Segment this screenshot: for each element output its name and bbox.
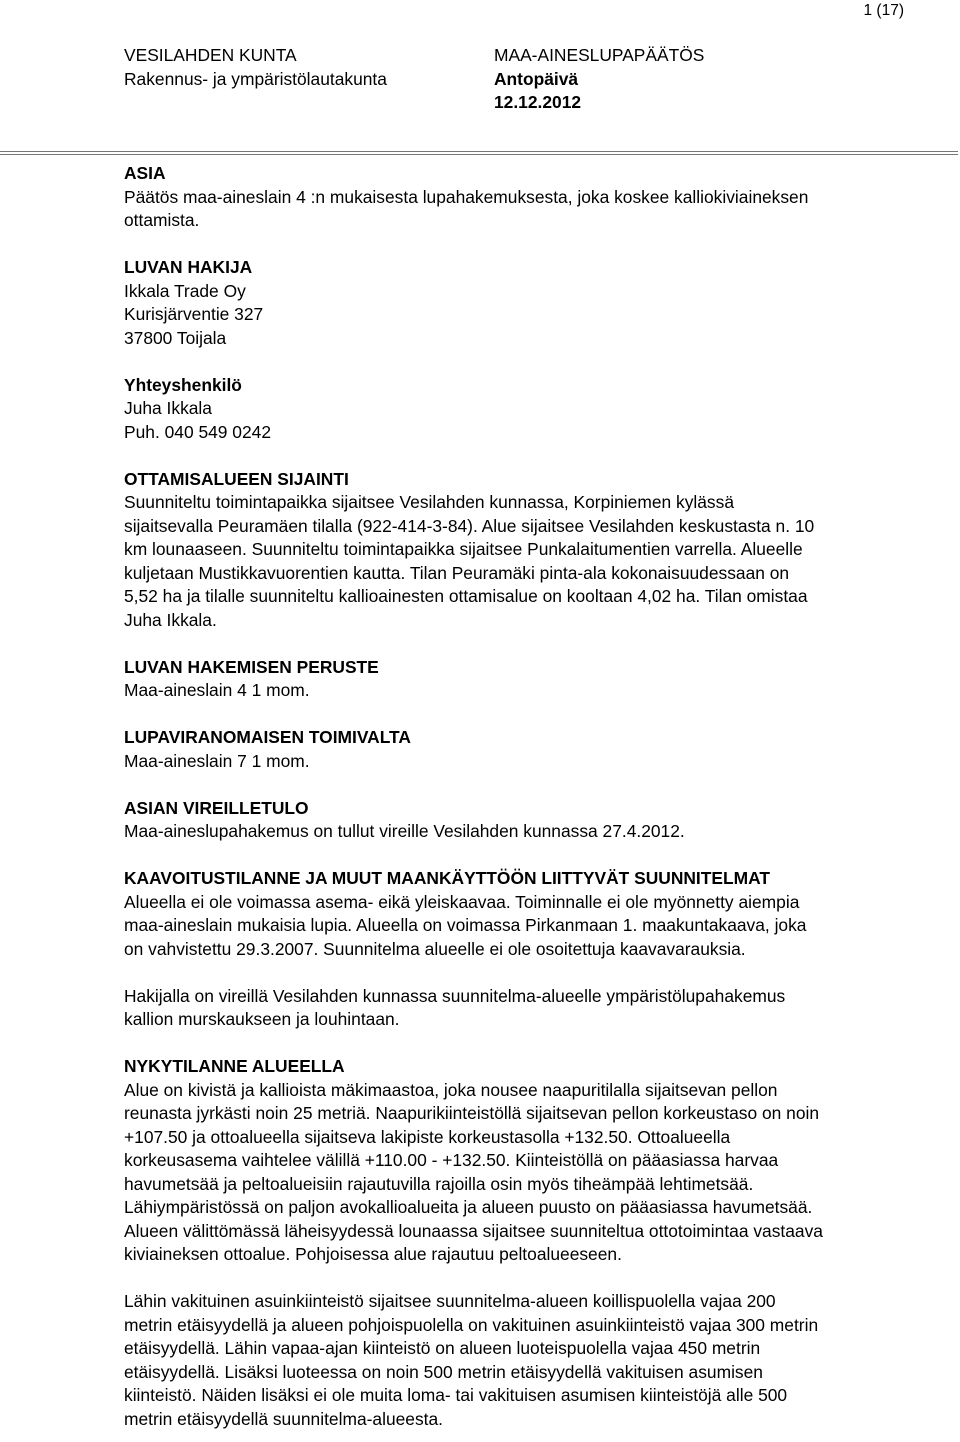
section-current-state: [124, 1055, 956, 1431]
section-heading: LUVAN HAKIJA: [124, 257, 253, 277]
date-label: Antopäivä: [494, 68, 579, 89]
section-zoning: [124, 867, 956, 1032]
section-heading: OTTAMISALUEEN SIJAINTI: [124, 468, 349, 489]
section-location: [124, 468, 956, 633]
section-text: Maa-aineslupahakemus on tullut vireille Vesilahden kunnassa 27.4.2012.: [124, 821, 685, 841]
organization-name: VESILAHDEN KUNTA: [124, 45, 297, 65]
section-heading: LUPAVIRANOMAISEN TOIMIVALTA: [124, 727, 411, 747]
section-text: Maa-aineslain 7 1 mom.: [124, 750, 310, 771]
section-heading: NYKYTILANNE ALUEELLA: [124, 1056, 345, 1076]
section-text: Alue on kivistä ja kallioista mäkimaastoa, joka nousee naapuritilalla sijaitsevan pellon reunasta jyrkästi noin 25 metriä. Naapurikiinteistöllä sijaitsevan pellon korkeustaso on noin +107.50 ja ottoalueella sijaitseva lakipiste korkeustasolla +132.50. Ottoalueella korkeusasema vaihtelee välillä +110.00 - +132.50. Kiinteistöllä on pääasiassa harvaa havumetsää ja peltoalueisiin rajautuvilla rajoilla osin myös tiheämpää lehtimetsää. Lähiympäristössä on paljon avokallioalueita ja alueen puusto on pääasiassa havumetsää. Alueen välittömässä läheisyydessä lounaassa sijaitsee suunniteltua ottotoimintaa vastaava kiviaineksen ottoalue. Pohjoisessa alue rajautuu peltoalueeseen.: [124, 1079, 823, 1264]
section-text: Lähin vakituinen asuinkiinteistö sijaitsee suunnitelma-alueen koillispuolella vajaa 200 metrin etäisyydellä ja alueen pohjoispuolella on vakituinen asuinkiinteistö vajaa 300 metrin etäisyydellä. Lähin vapaa-ajan kiinteistö on alueen luoteispuolella vajaa 450 metrin etäisyydellä. Lisäksi luoteessa on noin 500 metrin etäisyydellä vakituisen asumisen kiinteistö. Näiden lisäksi ei ole muita loma- tai vakituisen asumisen kiinteistöjä alle 500 metrin etäisyydellä suunnitelma-alueesta.: [124, 1291, 819, 1429]
section-text: Päätös maa-aineslain 4 :n mukaisesta lupahakemuksesta, joka koskee kalliokiviaineksen ottamista.: [124, 186, 809, 230]
document-type: MAA-AINESLUPAPÄÄTÖS: [494, 45, 705, 65]
section-asia: [124, 162, 956, 233]
board-name: Rakennus- ja ympäristölautakunta: [124, 68, 387, 89]
section-text: Maa-aineslain 4 1 mom.: [124, 680, 310, 700]
section-initiation: [124, 797, 956, 844]
section-basis: [124, 656, 956, 703]
section-text: Alueella ei ole voimassa asema- eikä yleiskaavaa. Toiminnalle ei ole myönnetty aiempia maa-aineslain mukaisia lupia. Alueella on voimassa Pirkanmaan 1. maakuntakaava, joka on vahvistettu 29.3.2007. Suunnitelma alueelle ei ole osoitettuja kaavavarauksia.: [124, 891, 807, 959]
section-applicant: [124, 256, 956, 350]
section-text: Hakijalla on vireillä Vesilahden kunnassa suunnitelma-alueelle ympäristölupahakemus kallion murskaukseen ja louhintaan.: [124, 985, 786, 1029]
section-heading: LUVAN HAKEMISEN PERUSTE: [124, 656, 379, 677]
section-heading: ASIAN VIREILLETULO: [124, 797, 309, 818]
page-number: 1 (17): [863, 2, 904, 19]
document-date: 12.12.2012: [494, 92, 582, 112]
section-heading: KAAVOITUSTILANNE JA MUUT MAANKÄYTTÖÖN LIITTYVÄT SUUNNITELMAT: [124, 868, 770, 888]
section-text: Suunniteltu toimintapaikka sijaitsee Vesilahden kunnassa, Korpiniemen kylässä sijaitsevalla Peuramäen tilalla (922-414-3-84). Alue sijaitsee Vesilahden keskustasta n. 10 km lounaaseen. Suunniteltu toimintapaikka sijaitsee Punkalaitumentien varrella. Alueelle kuljetaan Mustikkavuorentien kautta. Tilan Peuramäki pinta-ala kokonaisuudessaan on 5,52 ha ja tilalle suunniteltu kallioainesten ottamisalue on kooltaan 4,02 ha. Tilan omistaa Juha Ikkala.: [124, 492, 815, 630]
document-header-left: [124, 44, 387, 91]
document-body: [124, 162, 956, 1431]
section-authority: [124, 726, 956, 773]
section-heading: Yhteyshenkilö: [124, 374, 242, 395]
section-text: Juha Ikkala Puh. 040 549 0242: [124, 398, 271, 442]
section-heading: ASIA: [124, 163, 166, 183]
section-contact: [124, 374, 956, 445]
section-text: Ikkala Trade Oy Kurisjärventie 327 37800 Toijala: [124, 280, 264, 348]
header-divider: [0, 151, 958, 155]
document-header-right: [494, 44, 704, 115]
